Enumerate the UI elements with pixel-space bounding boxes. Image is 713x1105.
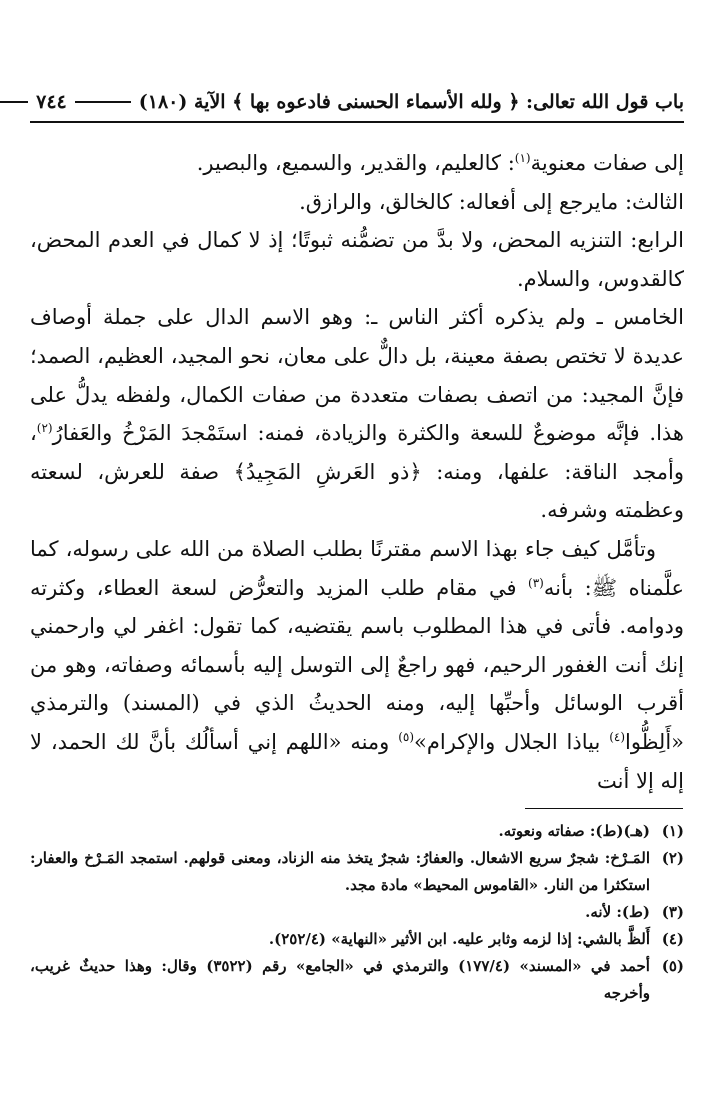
paragraph: الثالث: مايرجع إلى أفعاله: كالخالق، والرازق. [299, 189, 684, 214]
paragraph [30, 298, 684, 530]
text-run: بياذا الجلال والإكرام» [414, 729, 610, 754]
footnote-ref: (١) [514, 151, 531, 165]
text-run: الخامس ـ ولم يذكره أكثر الناس ـ: وهو الاسم الدال على جملة أوصاف عديدة لا تختص بصفة معينة، بل دالٌّ على معان، نحو المجيد، العظيم، الصمد؛ فإنَّ المجيد: من اتصف بصفات متعددة من صفات الكمال، ولفظه يدلُّ على هذا. فإنَّه موضوعٌ للسعة والكثرة والزيادة، فمنه: استَمْجدَ المَرْخُ والعَفارُ [30, 305, 684, 446]
paragraph [30, 530, 684, 800]
footnote [30, 899, 684, 926]
footnote-ref: (٣) [528, 575, 544, 590]
running-title: باب قول الله تعالى: ﴿ ولله الأسماء الحسنى فادعوه بها ﴾ الآية (١٨٠) [138, 91, 684, 113]
text-run: ، وأمجد الناقة: علفها، ومنه: ﴿ذو العَرشِ المَجِيدُ﴾ صفة للعرش، لسعته وعظمته وشرفه. [30, 421, 684, 523]
text-run: : كالعليم، والقدير، والسميع، والبصير. [196, 151, 515, 175]
header-dash [75, 101, 131, 103]
main-text [30, 144, 684, 800]
footnote-number: (٣) [661, 903, 684, 921]
footnote-text: أَلظَّ بالشي: إذا لزمه وثابر عليه. ابن الأثير «النهاية» (٢٥٢/٤). [268, 930, 650, 948]
footnote-text: المَـرْخ: شجرٌ سريع الاشعال. والعفارُ: شجرٌ يتخذ منه الزناد، ومعنى قولهم. استمجد المَـرْخ والعفار: استكثرا من النار. «القاموس المحيط» مادة مجد. [30, 849, 650, 894]
footnote-ref: (٢) [36, 421, 53, 436]
footnote-ref: (٥) [398, 729, 415, 744]
footnote-number: (٢) [661, 849, 684, 867]
footnote [30, 953, 684, 1007]
footnote [30, 926, 684, 953]
text-run: إلى صفات معنوية [530, 151, 684, 175]
footnote-text: أحمد في «المسند» (١٧٧/٤) والترمذي في «الجامع» رقم (٣٥٢٢) وقال: وهذا حديثٌ غريب، وأخرجه [30, 957, 650, 1002]
page-header [30, 84, 684, 120]
footnote-text: (هـ)(ط): صفاته ونعوته. [498, 822, 650, 840]
paragraph: الرابع: التنزيه المحض، ولا بدَّ من تضمُّنه ثبوتًا؛ إذ لا كمال في العدم المحض، كالقدوس، والسلام. [30, 228, 684, 291]
text-run: وتأمَّل كيف جاء بهذا الاسم مقترنًا بطلب الصلاة من الله على رسوله، كما علَّمناه ﷺ: بأنه [30, 536, 684, 600]
header-dash [0, 101, 28, 103]
paragraph [30, 144, 684, 183]
page-number-group [0, 91, 139, 113]
footnote-number: (٥) [661, 957, 684, 975]
footnote-ref: (٤) [609, 729, 626, 744]
footnote [30, 818, 684, 845]
footnote-separator [525, 808, 683, 809]
page-number: ٧٤٤ [36, 91, 67, 113]
text-run: في مقام طلب المزيد والتعرُّض لسعة العطاء، وكثرته ودوامه. فأتى في هذا المطلوب باسم يقتضيه، كما تقول: اغفر لي وارحمني إنك أنت الغفور الرحيم، فهو راجعٌ إلى التوسل إليه بأسمائه وصفاته، وهو من أقرب الوسائل وأحبِّها إليه، ومنه الحديثُ الذي في (المسند) والترمذي «أَلِظُّوا [30, 575, 685, 754]
footnote [30, 845, 684, 899]
footnotes [30, 818, 684, 1007]
footnote-number: (٤) [661, 930, 684, 948]
footnote-number: (١) [661, 822, 684, 840]
footnote-text: (ط): لأنه. [585, 903, 650, 921]
header-rule [30, 121, 684, 123]
text-run: ومنه «اللهم إني أسألُك بأنَّ لك الحمد، لا إله إلا أنت [30, 729, 684, 793]
